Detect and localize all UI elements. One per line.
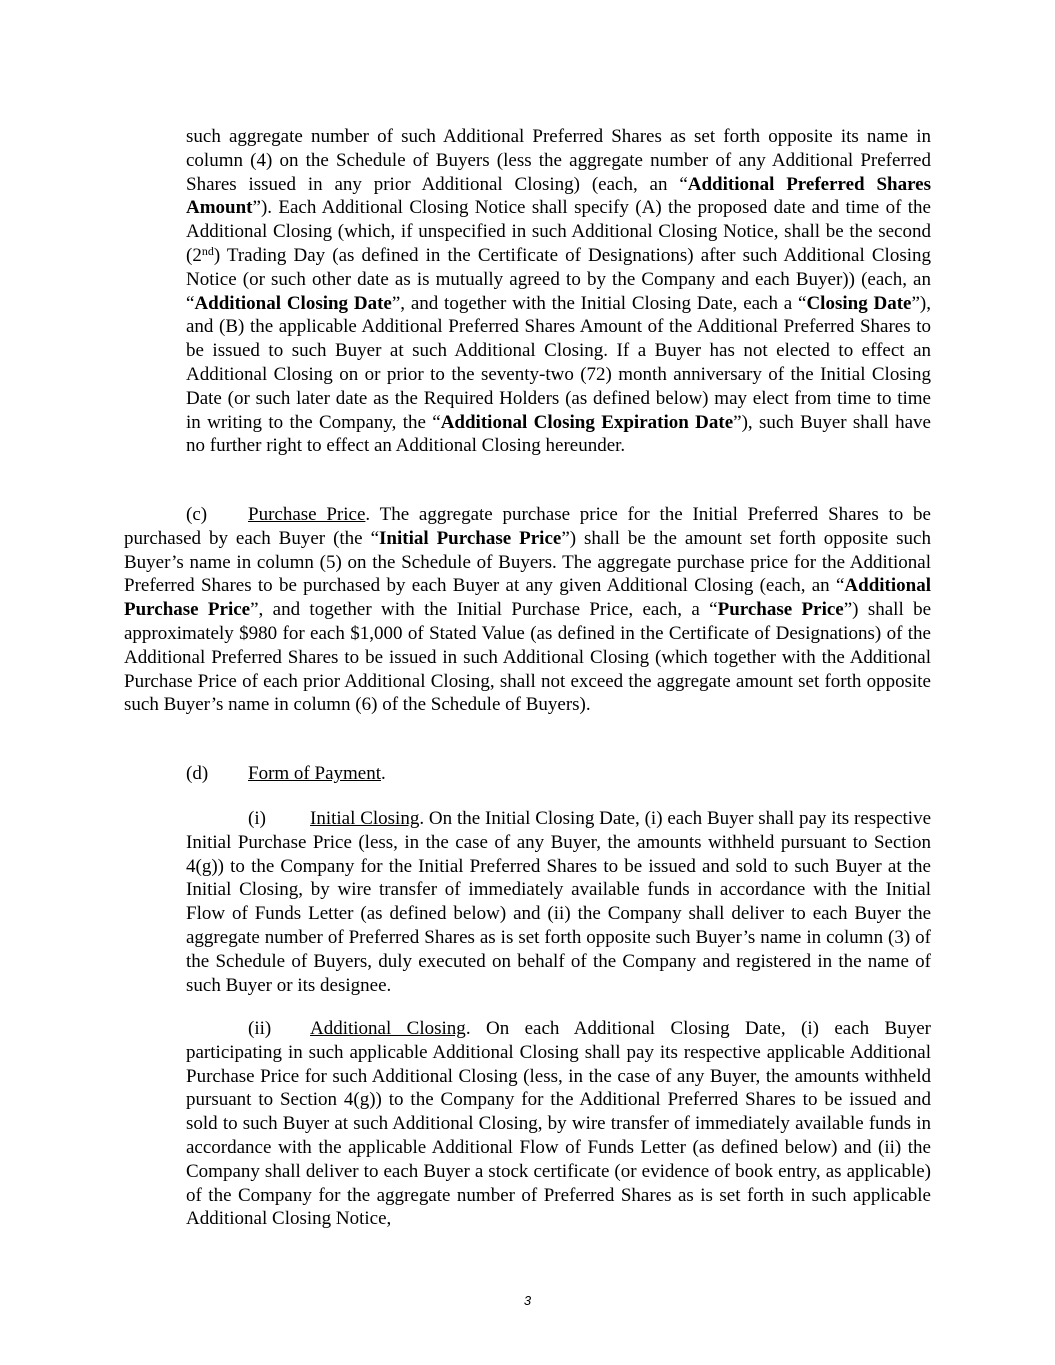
paragraph-c-purchase-price [124,503,931,717]
text-run: . On the Initial Closing Date, (i) each Buyer shall pay its respective Initial Purchase Price (less, in the case of any Buyer, the amounts withheld pursuant to Section 4(g)) to the Company for the Initial Preferred Shares to be issued and sold to such Buyer at the Initial Closing, by wire transfer of immediately available funds in accordance with the Initial Flow of Funds Letter (as defined below) and (ii) the Company shall deliver to each Buyer the aggregate number of Preferred Shares as is set forth opposite such Buyer’s name in column (3) of the Schedule of Buyers, duly executed on behalf of the Company and registered in the name of such Buyer or its designee. [186,808,931,996]
defined-term-initial-purchase-price: Initial Purchase Price [379,527,562,549]
section-label-ii: (ii) [248,1018,272,1039]
text-run: ”), such Buyer shall have no further right to effect an Additional Closing hereunder. [186,411,931,457]
text-run: . [381,763,386,784]
paragraph-ii-additional-closing [186,1017,931,1231]
text-run: ”). Each Additional Closing Notice shall specify (A) the proposed date and time of the Additional Closing (which, if unspecified in such Additional Closing Notice, shall be the second (2 [186,197,931,266]
text-run: ”, and together with the Initial Purchase Price, each, a “ [250,599,718,621]
defined-term-closing-date: Closing Date [806,292,912,314]
section-label-d: (d) [186,763,209,784]
defined-term-additional-preferred-shares-amount: Additional Preferred Shares Amount [186,173,931,219]
section-heading-initial-closing: Initial Closing [310,808,420,829]
text-run: such aggregate number of such Additional Preferred Shares as set forth opposite its name in column (4) on the Schedule of Buyers (less the aggregate number of any Additional Preferred Shares issued in any prior Additional Closing) (each, an “ [186,126,931,195]
section-label-i: (i) [248,808,266,829]
page-number: 3 [523,1293,532,1308]
section-heading-form-of-payment: Form of Payment [248,763,381,784]
text-run: ”, and together with the Initial Closing Date, each a “ [391,292,807,314]
text-run: ”) shall be approximately $980 for each $1,000 of Stated Value (as defined in the Certificate of Designations) of the Additional Preferred Shares to be issued in such Additional Closing (which together with the Additional Purchase Price of each prior Additional Closing, shall not exceed the aggregate amount set forth opposite such Buyer’s name in column (6) of the Schedule of Buyers). [124,599,932,716]
text-run: ”), and (B) the applicable Additional Preferred Shares Amount of the Additional Preferred Shares to be issued to such Buyer at such Additional Closing. If a Buyer has not elected to effect an Additional Closing on or prior to the seventy-two (72) month anniversary of the Initial Closing Date (or such later date as the Required Holders (as defined below) may elect from time to time in writing to the Company, the “ [186,292,931,433]
defined-term-additional-purchase-price: Additional Purchase Price [124,575,931,621]
defined-term-purchase-price: Purchase Price [717,599,844,621]
text-run: . On each Additional Closing Date, (i) each Buyer participating in such applicable Additional Closing shall pay its respective applicable Additional Purchase Price for such Additional Closing (less, in the case of any Buyer, the amounts withheld pursuant to Section 4(g)) to the Company for the Additional Preferred Shares to be issued and sold to such Buyer at such Additional Closing, by wire transfer of immediately available funds in accordance with the applicable Additional Flow of Funds Letter (as defined below) and (ii) the Company shall deliver to each Buyer a stock certificate (or evidence of book entry, as applicable) of the Company for the aggregate number of Preferred Shares as is set forth in such applicable Additional Closing Notice, [186,1018,931,1230]
text-run: ”) shall be the amount set forth opposite such Buyer’s name in column (5) on the Schedule of Buyers. The aggregate purchase price for the Additional Preferred Shares to be purchased by each Buyer at any given Additional Closing (each, an “ [124,527,931,597]
section-heading-additional-closing: Additional Closing [310,1018,466,1039]
paragraph-i-initial-closing [186,807,931,997]
text-run: ) Trading Day (as defined in the Certificate of Designations) after such Additional Closing Notice (or such other date as is mutually agreed to by the Company and each Buyer)) (each, an “ [186,244,931,314]
section-label-c: (c) [186,504,208,525]
paragraph-additional-closing-notice [186,125,931,458]
superscript-ordinal: nd [201,243,214,258]
defined-term-additional-closing-expiration-date: Additional Closing Expiration Date [440,411,734,433]
section-heading-purchase-price: Purchase Price [248,504,366,525]
paragraph-d-form-of-payment [124,762,931,786]
defined-term-additional-closing-date: Additional Closing Date [194,292,392,314]
text-run: . The aggregate purchase price for the Initial Preferred Shares to be purchased by each Buyer (the “ [124,504,931,549]
